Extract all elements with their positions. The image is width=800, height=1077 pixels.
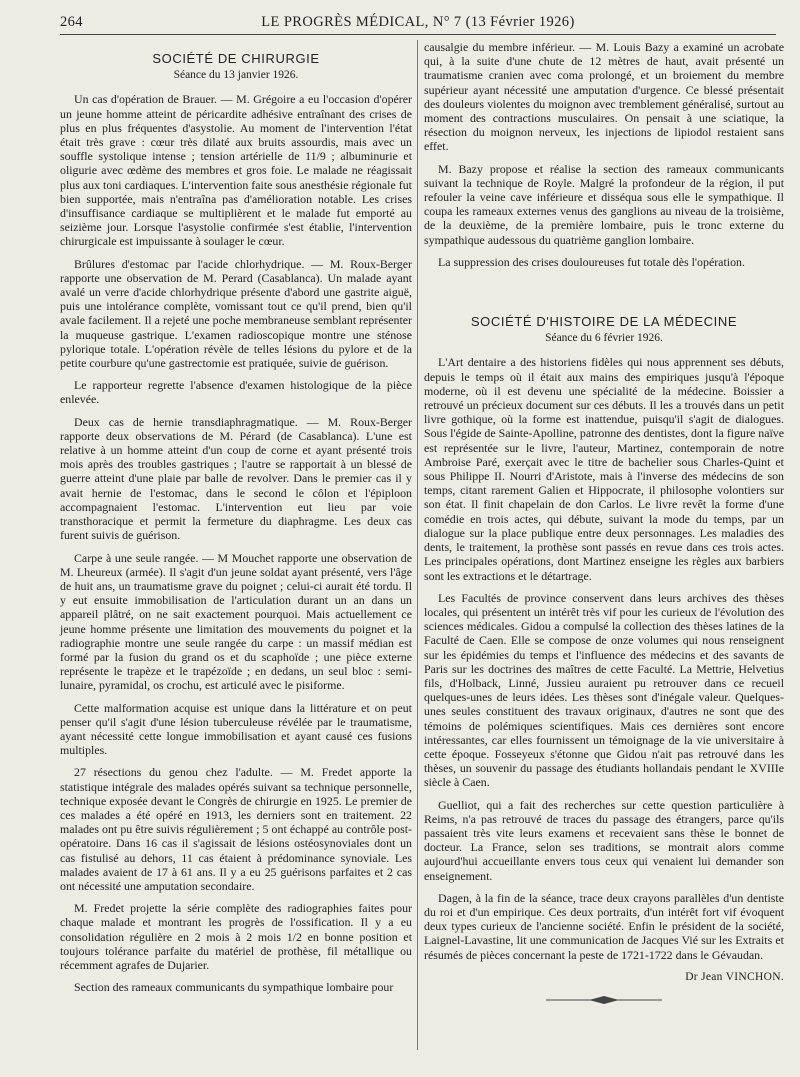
running-head [60,12,776,36]
left-column [60,40,412,1002]
paragraph: Un cas d'opération de Brauer. — M. Grégoire a eu l'occasion d'opérer un jeune homme atteint de péricardite adhésive entraînant des crises de plus en plus fréquentes d'asystolie. Au moment de l'intervention l'état était très grave : cœur très dilaté aux bruits assourdis, mais avec un souffle systolique intense ; tension artérielle de 11/9 ; albuminurie et oligurie avec œdème des membres et gros foie. Le malade ne réagissait plus aux toni cardiaques. L'intervention faite sous anesthésie régionale fut bien supportée, mais n'entraîna pas d'amélioration notable. Les crises d'insuffisance cardiaque se multiplièrent et le malade fut emporté au seizième jour. Lorsque l'asystolie confirmée s'est établie, l'intervention chirurgicale est impuissante à soulager le cœur. [60,92,412,249]
paragraph: Le rapporteur regrette l'absence d'examen histologique de la pièce enlevée. [60,378,412,407]
ornament-divider [424,994,784,1004]
section-title-chirurgie: SOCIÉTÉ DE CHIRURGIE [152,51,320,66]
paragraph: Les Facultés de province conservent dans leurs archives des thèses locales, qui présentent un intérêt très vif pour les curieux de l'évolution des sciences médicales. Gidou a compulsé la collection des thèses latines de la Faculté de Caen. Elle se compose de onze volumes qui nous renseignent sur les épidémies du temps et l'influence des médecins et des savants de Paris sur les doctrines des maîtres de cette Faculté. La Mettrie, Helvetius fils, d'Holback, Linné, Jussieu auraient pu retrouver dans ce recueil quelques-unes de leurs idées. Les thèses sont d'inégale valeur. Quelques-unes seules constituent des travaux originaux, d'autres ne sont que des témoins de polémiques scientifiques. Mais ces dernières sont encore intéressantes, car elles fournissent un témoignage de la vie universitaire à cette époque. Fosseyeux s'étonne que Gidou n'ait pas retrouvé dans les thèses, un souvenir du passage des étudiants hollandais pendant le XVIIIe siècle à Caen. [424,590,784,790]
paragraph: M. Fredet projette la série complète des radiographies faites pour chaque malade et montrant les progrès de l'ossification. Il y a eu consolidation régulière en 2 mois à 2 mois 1/2 en bonne position et toujours tolérance parfaite du matériel de prothèse, fil métallique ou récemment agrafes de Dujarier. [60,901,412,972]
paragraph: 27 résections du genou chez l'adulte. — M. Fredet apporte la statistique intégrale des malades opérés suivant sa technique personnelle, technique exposée devant le Congrès de chirurgie en 1925. Le premier de ces malades a été opéré en 1913, les derniers sont en traitement. 22 malades ont pu être suivis régulièrement ; 5 ont échappé au contrôle post-opératoire. Dans 16 cas il s'agissait de lésions ostéosynoviales dont un cas fistulisé au dehors, 11 cas étaient à prédominance synoviale. Les malades avaient de 17 à 61 ans. Il y a eu 25 guérisons parfaites et 2 cas ont nécessité une amputation secondaire. [60,765,412,893]
paragraph: Brûlures d'estomac par l'acide chlorhydrique. — M. Roux-Berger rapporte une observation de M. Perard (Casablanca). Un malade ayant avalé un verre d'acide chlorhydrique présente d'abord une gastrite aiguë, puis une intolérance complète, vomissant tout ce qu'il prend, bien qu'il avale facilement. Il a rejeté une poche membraneuse semblant représenter la muqueuse gastrique. L'examen radioscopique montre une sténose pylorique totale. L'opération révèle de telles lésions du pylore et de la petite courbure qu'une gastrectomie est pratiquée, suivie de guérison. [60,256,412,371]
paragraph: L'Art dentaire a des historiens fidèles qui nous apprennent ses débuts, depuis le temps où il était aux mains des empiriques jusqu'à l'époque moderne, où il est devenu une spécialité de la médecine. Boissier a retrouvé un précieux document sur ces débuts. Il les a trouvés dans un petit livre gothique, où la forme est inattendue, puisqu'il s'agit de dialogues. Sous l'égide de Sainte-Apolline, patronne des dentistes, dont la figure naïve est représentée sur le livre, l'auteur, Martinez, contemporain de notre Ambroise Paré, exerçait avec le titre de bachelier sous Charles-Quint et sous Philippe II. Nourri d'Aristote, mais à l'inverse des médecins de son temps, citant rarement Galien et Hippocrate, il philosophe volontiers sur son état. Il finit chapelain de don Carlos. Le livre revêt la forme d'une comédie en trois actes, qui débute, suivant la mode du temps, par un dialogue sur la place publique entre deux personnages. Les maladies des dents, le traitement, la prothèse sont passés en revue dans ces trois actes. Les principales opérations, dont Martinez enseigne les règles aux barbiers sont les extractions et le détartrage. [424,355,784,583]
author-signature: Dr Jean VINCHON. [685,970,784,983]
paragraph: Dagen, à la fin de la séance, trace deux crayons parallèles d'un dentiste du roi et d'un empirique. Ces deux portraits, d'un intérêt fort vif évoquent deux types curieux de l'ancienne société. Enfin le président de la société, Laignel-Lavastine, lit une communication de Jacques Vié sur les Extraits et résumés de pièces concernant la peste de 1721-1722 dans le Gévaudan. [424,890,784,962]
column-divider [417,40,418,1050]
paragraph: M. Bazy propose et réalise la section des rameaux communicants suivant la technique de Royle. Malgré la profondeur de la région, il put refouler la veine cave inférieure et disséqua sous elle le sympathique. Il coupa les rameaux externes venus des ganglions au niveau de la troisième, de la deuxième, de la première lombaire, puis le tronc externe du sympathique audessous du quatrième ganglion lombaire. [424,161,784,247]
section-date-histoire: Séance du 6 février 1926. [545,332,663,345]
paragraph: Guelliot, qui a fait des recherches sur cette question particulière à Reims, n'a pas retrouvé de traces du passage des étrangers, parce qu'ils passaient très vite leurs examens et recevaient sans thèse le bonnet de docteur. La France, selon ses traditions, se montrait alors comme aujourd'hui accueillante envers tous ceux qui venaient lui demander son enseignement. [424,797,784,883]
ornament-icon [544,995,664,1005]
paragraph-continued: Section des rameaux communicants du sympathique lombaire pour [74,980,394,995]
paragraph: Deux cas de hernie transdiaphragmatique. — M. Roux-Berger rapporte deux observations de M. Pérard (de Casablanca). L'une est relative à un homme atteint d'un coup de corne et ayant présenté trois mois après des troubles gastriques ; l'autre se rapportait à un blessé de guerre atteint d'une plaie par balle de revolver. Dans le premier cas il y avait hernie de l'estomac, dans le second le côlon et l'épiploon accompagnaient l'estomac. L'intervention eut lieu par voie transthoracique et permit la fermeture du diaphragme. Les deux cas furent suivis de guérison. [60,414,412,543]
section-date-chirurgie: Séance du 13 janvier 1926. [173,69,299,82]
section-spacer [424,277,784,303]
right-column [424,40,784,1006]
header-rule [60,34,776,35]
section-title-histoire: SOCIÉTÉ D'HISTOIRE DE LA MÉDECINE [470,314,738,330]
paragraph: Cette malformation acquise est unique dans la littérature et on peut penser qu'il s'agit d'une lésion tuberculeuse révélée par le traumatisme, ayant nécessité cette longue immobilisation et ayant causé ces fusions multiples. [60,700,412,758]
paragraph: La suppression des crises douloureuses fut totale dès l'opération. [438,254,745,269]
paragraph: Carpe à une seule rangée. — M Mouchet rapporte une observation de M. Lheureux (armée). Il s'agit d'un jeune soldat ayant présenté, vers l'âge de huit ans, un traumatisme grave du poignet ; celui-ci aurait été tordu. Il y eut ensuite immobilisation de l'articulation durant un an dans un appareil plâtré, on ne sait exactement pourquoi. Mais actuellement ce jeune homme présente une limitation des mouvements du poignet et la radiographie montre une seule rangée du carpe : un massif médian est formé par la fusion du grand os et du scaphoïde ; une pièce externe représente le trapèze et le trapézoïde ; en dedans, un seul bloc : semi-lunaire, pyramidal, os crochu, est articulé avec le pisiforme. [60,550,412,693]
journal-title: LE PROGRÈS MÉDICAL, N° 7 (13 Février 1926) [261,14,575,30]
paragraph-continuation: causalgie du membre inférieur. — M. Louis Bazy a examiné un acrobate qui, à la suite d'une chute de 12 mètres de haut, avait présenté un traumatisme cranien avec coma prolongé, et un broiement du membre supérieur ayant nécessité une amputation d'urgence. Ce blessé présentait des douleurs violentes du moignon avec tremblement généralisé, surtout au moment des contractions musculaires. On pensait à une sciatique, la résection du moignon nerveux, les injections de lipiodol restaient sans effet. [424,40,784,154]
page-number: 264 [60,14,83,30]
